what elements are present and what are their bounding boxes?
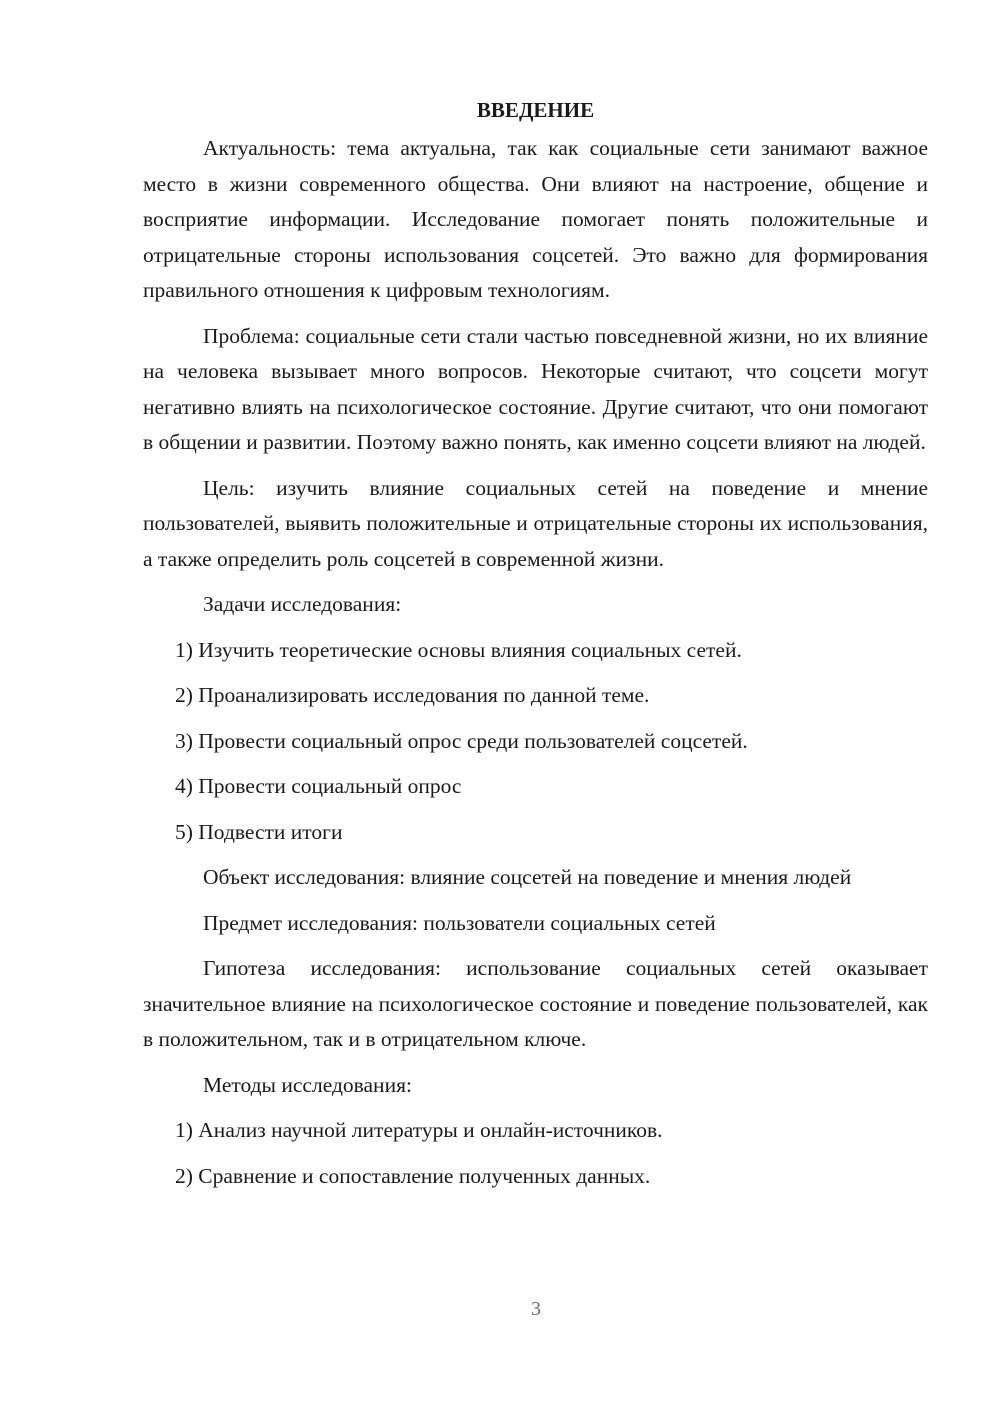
list-item: 5) Подвести итоги <box>175 819 343 844</box>
section-title: ВВЕДЕНИЕ <box>476 98 595 122</box>
list-item: 2) Проанализировать исследования по данной теме. <box>175 683 650 707</box>
list-item: 1) Изучить теоретические основы влияния социальных сетей. <box>175 637 742 662</box>
hypothesis-paragraph: Гипотеза исследования: использование социальных сетей оказывает значительное влияние на психологическое состояние и поведение пользователей, как в положительном, так и в отрицательном ключе. <box>143 956 928 1051</box>
methods-heading: Методы исследования: <box>203 1072 412 1097</box>
list-item: 1) Анализ научной литературы и онлайн-источников. <box>175 1118 663 1142</box>
document-page <box>143 92 928 1204</box>
list-item: 4) Провести социальный опрос <box>175 774 462 798</box>
list-item: 2) Сравнение и сопоставление полученных данных. <box>175 1163 651 1188</box>
page-number: 3 <box>531 1298 541 1320</box>
list-item: 3) Провести социальный опрос среди пользователей соцсетей. <box>175 728 748 753</box>
problem-paragraph: Проблема: социальные сети стали частью повседневной жизни, но их влияние на человека вызывает много вопросов. Некоторые считают, что соцсети могут негативно влиять на психологическое состояние. Другие считают, что они помогают в общении и развитии. Поэтому важно понять, как именно соцсети влияют на людей. <box>143 323 928 454</box>
object-paragraph: Объект исследования: влияние соцсетей на поведение и мнения людей <box>203 865 852 889</box>
tasks-list <box>143 633 928 851</box>
relevance-paragraph: Актуальность: тема актуальна, так как социальные сети занимают важное место в жизни современного общества. Они влияют на настроение, общение и восприятие информации. Исследование помогает понять положительные и отрицательные стороны использования соцсетей. Это важно для формирования правильного отношения к цифровым технологиям. <box>143 136 928 302</box>
tasks-heading: Задачи исследования: <box>203 592 402 616</box>
goal-paragraph: Цель: изучить влияние социальных сетей на поведение и мнение пользователей, выявить положительные и отрицательные стороны их использования, а также определить роль соцсетей в современной жизни. <box>143 475 928 571</box>
methods-list <box>143 1113 928 1194</box>
subject-paragraph: Предмет исследования: пользователи социальных сетей <box>203 910 716 935</box>
